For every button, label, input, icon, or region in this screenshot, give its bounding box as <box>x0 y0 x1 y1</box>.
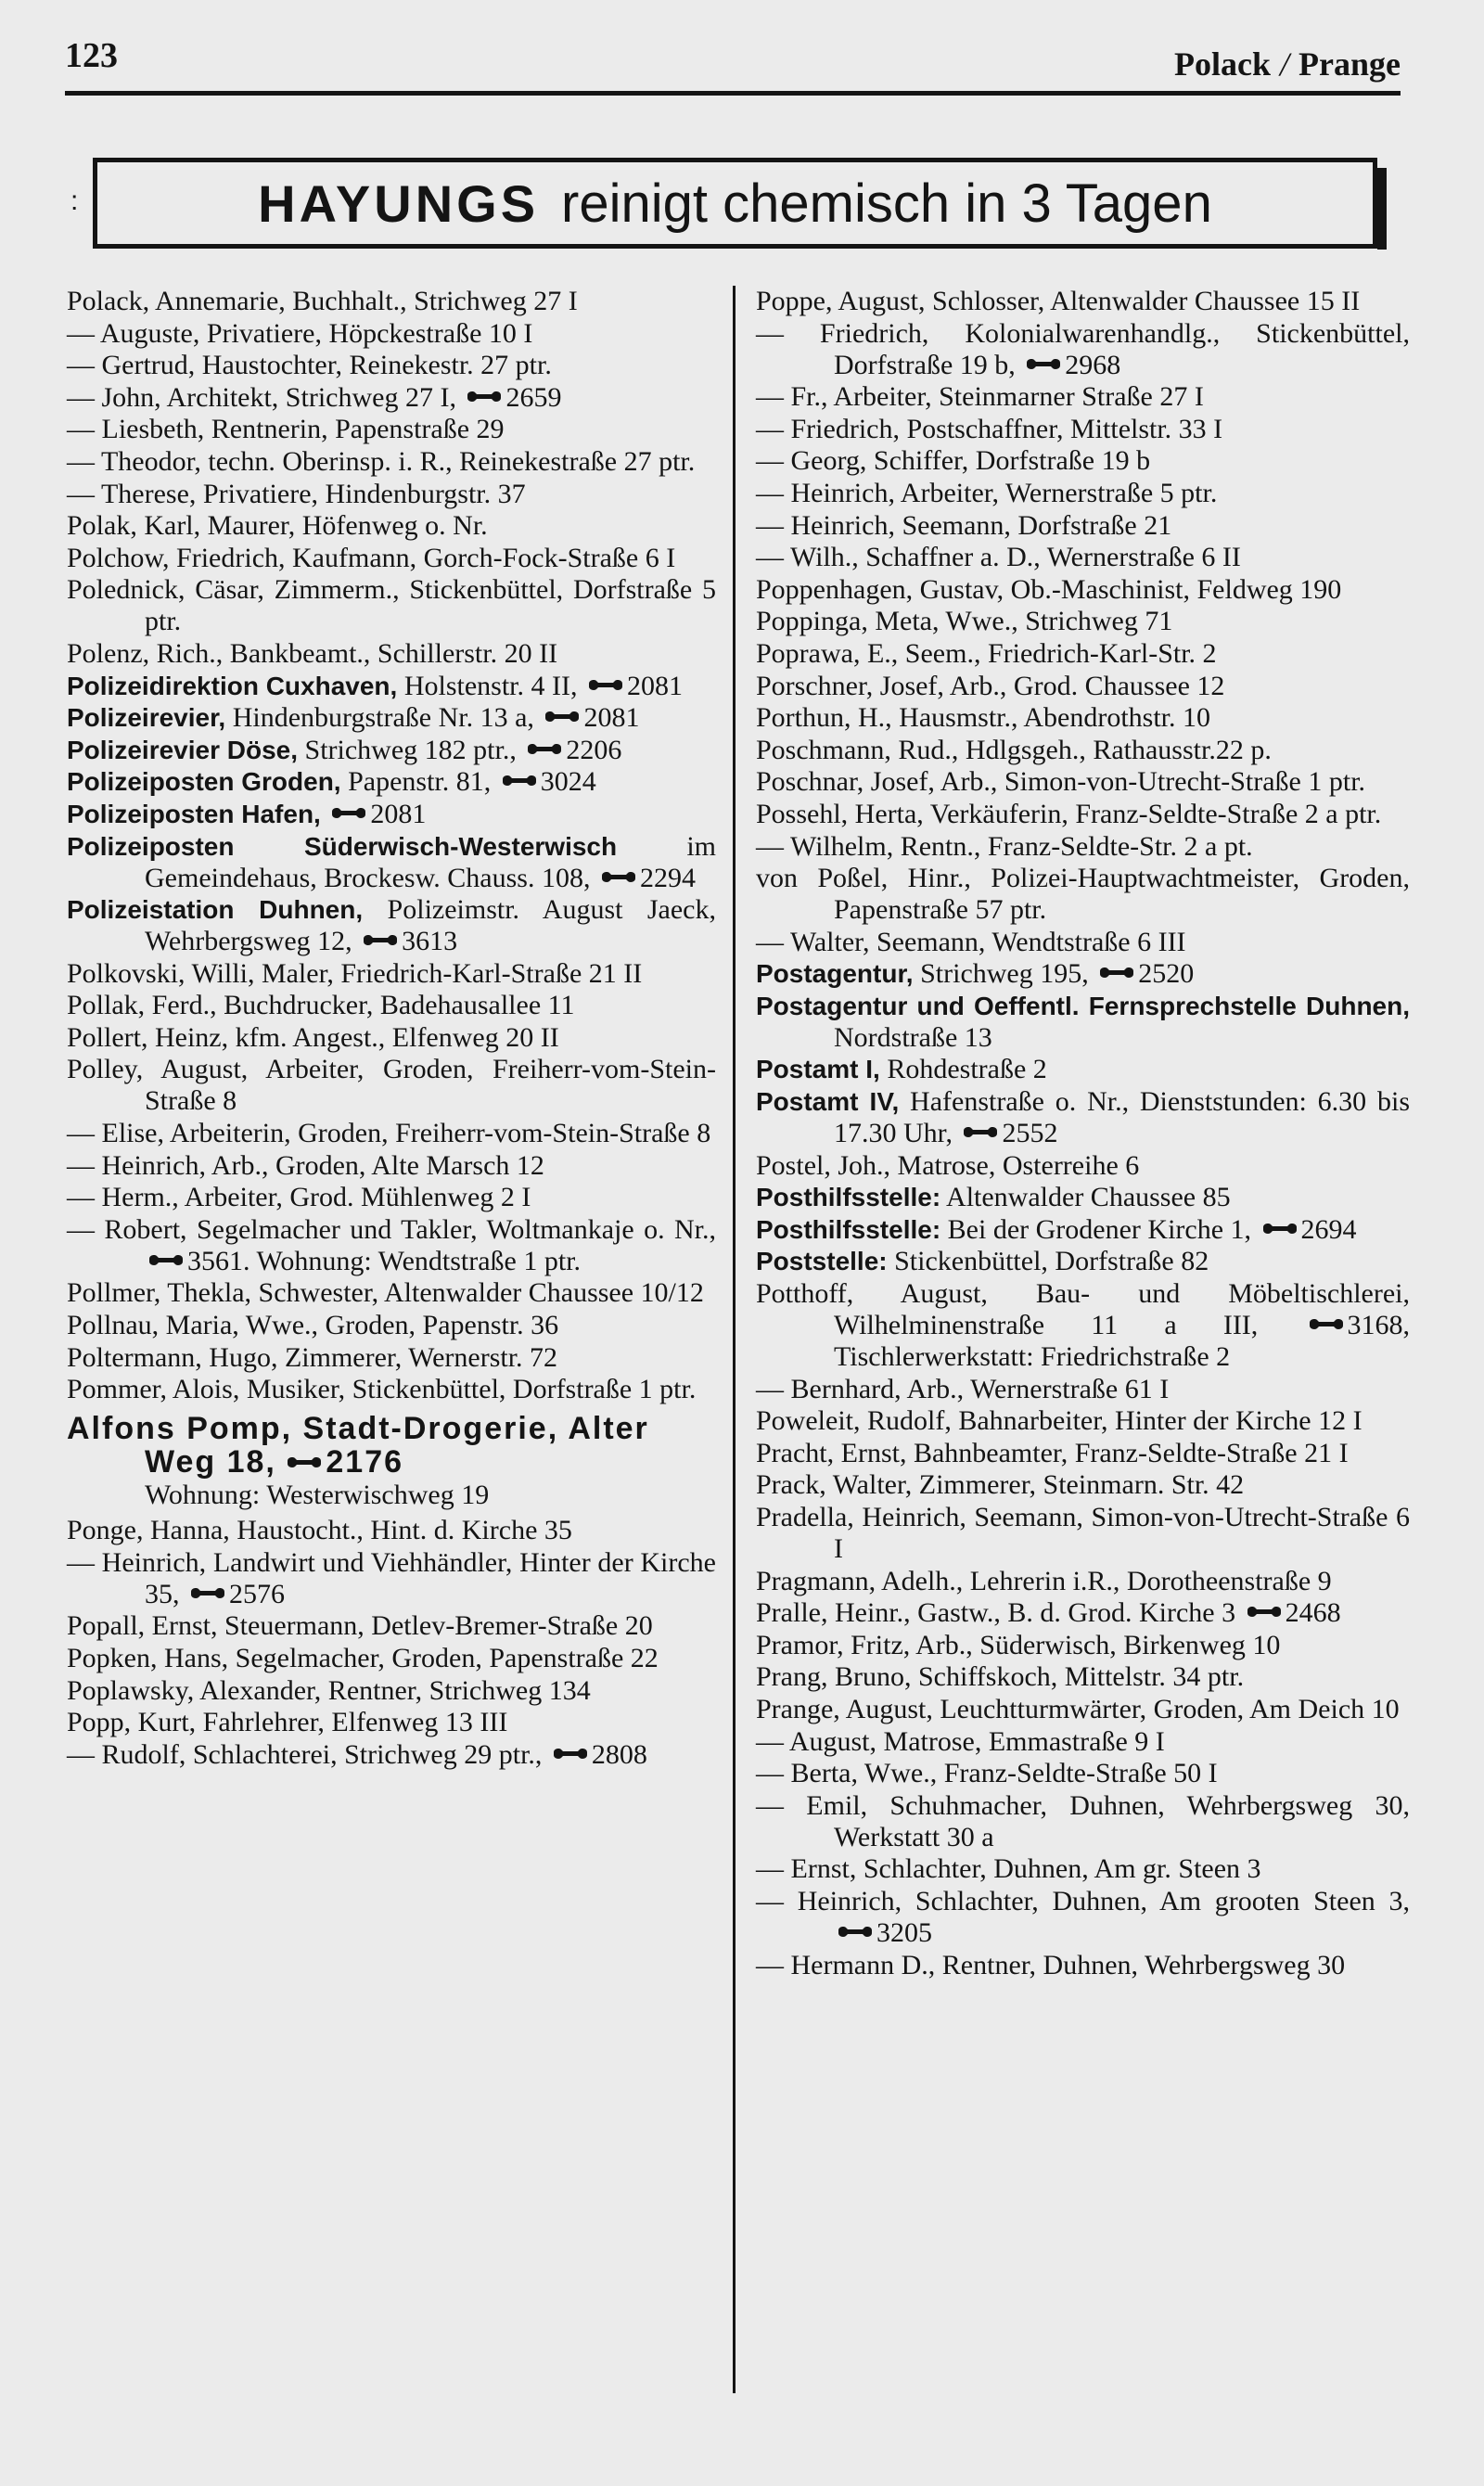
directory-entry <box>67 1707 716 1738</box>
directory-entry <box>756 414 1410 445</box>
directory-entry <box>67 831 716 894</box>
directory-entry <box>67 1547 716 1610</box>
entry-text: Poppinga, Meta, Wwe., Strichweg 71 <box>756 606 1173 637</box>
entry-text: Polak, Karl, Maurer, Höfenweg o. Nr. <box>67 510 488 542</box>
telephone-handset-icon <box>601 870 636 885</box>
directory-entry <box>756 799 1410 830</box>
entry-extra: Wohnung: Wendtstraße 1 ptr. <box>256 1245 582 1276</box>
entry-text: — Rudolf, Schlachterei, Strichweg 29 ptr., <box>67 1738 543 1770</box>
phone-number: 2808 <box>591 1738 647 1770</box>
directory-entry <box>756 1566 1410 1597</box>
entry-text: Prack, Walter, Zimmerer, Steinmarn. Str. 42 <box>756 1469 1245 1501</box>
entry-text: Pollmer, Thekla, Schwester, Altenwalder Chaussee 10/12 <box>67 1277 704 1309</box>
directory-entry <box>67 1610 716 1642</box>
directory-entry <box>756 927 1410 958</box>
entry-name: Polizeiposten Süderwisch-Westerwisch <box>67 831 618 861</box>
directory-entry <box>756 574 1410 606</box>
directory-entry <box>756 1405 1410 1437</box>
entry-text: — Walter, Seemann, Wendtstraße 6 III <box>756 926 1186 957</box>
directory-entry <box>67 702 716 734</box>
directory-entry <box>756 510 1410 542</box>
telephone-handset-icon <box>553 1747 588 1762</box>
entry-name: Polizeirevier, <box>67 703 226 733</box>
entry-text: Polley, August, Arbeiter, Groden, Freiherr-vom-Stein-Straße 8 <box>67 1054 716 1117</box>
entry-text: Pragmann, Adelh., Lehrerin i.R., Dorotheenstraße 9 <box>756 1565 1332 1596</box>
entry-text: Pommer, Alois, Musiker, Stickenbüttel, Dorfstraße 1 ptr. <box>67 1374 697 1405</box>
entry-text: Postel, Joh., Matrose, Osterreihe 6 <box>756 1149 1140 1181</box>
entry-text: — Friedrich, Postschaffner, Mittelstr. 33 I <box>756 413 1223 444</box>
entry-text: — Heinrich, Schlachter, Duhnen, Am grooten Steen 3, <box>756 1885 1410 1916</box>
entry-name: Polizeirevier Döse, <box>67 735 299 764</box>
directory-entry <box>756 1374 1410 1405</box>
phone-number: 2968 <box>1065 349 1121 380</box>
entry-text: — Robert, Segelmacher und Takler, Woltmankaje o. Nr., <box>67 1213 716 1245</box>
directory-entry <box>756 445 1410 477</box>
directory-entry <box>67 479 716 510</box>
directory-entry <box>756 638 1410 670</box>
entry-text: Possehl, Herta, Verkäuferin, Franz-Seldte-Straße 2 a ptr. <box>756 798 1382 829</box>
entry-text: Prang, Bruno, Schiffskoch, Mittelstr. 34 ptr. <box>756 1661 1245 1693</box>
entry-text: Poltermann, Hugo, Zimmerer, Wernerstr. 72 <box>67 1341 558 1373</box>
telephone-handset-icon <box>544 710 580 724</box>
phone-number: 3168, <box>1347 1310 1411 1341</box>
entry-text: Poschmann, Rud., Hdlgsgeh., Rathausstr.22 p. <box>756 734 1272 765</box>
telephone-handset-icon <box>363 933 398 948</box>
phone-number: 2576 <box>229 1578 285 1609</box>
directory-entry <box>756 1853 1410 1885</box>
entry-text: Hafenstraße o. Nr., Dienststunden: 6.30 bis 17.30 Uhr, <box>834 1086 1410 1149</box>
entry-text: Polchow, Friedrich, Kaufmann, Gorch-Fock-Straße 6 I <box>67 542 676 573</box>
entry-text: Poppe, August, Schlosser, Altenwalder Chaussee 15 II <box>756 286 1361 316</box>
directory-entry <box>756 1182 1410 1213</box>
running-head <box>1174 45 1401 83</box>
entry-text: Pollert, Heinz, kfm. Angest., Elfenweg 20 II <box>67 1021 559 1053</box>
entry-text: — Heinrich, Arbeiter, Wernerstraße 5 ptr. <box>756 477 1218 508</box>
phone-number: 2081 <box>370 798 427 829</box>
entry-text: Porthun, H., Hausmstr., Abendrothstr. 10 <box>756 702 1211 734</box>
directory-entry <box>67 990 716 1021</box>
entry-text: Strichweg 182 ptr., <box>304 734 517 765</box>
entry-name: Posthilfsstelle: <box>756 1183 941 1212</box>
telephone-handset-icon <box>1262 1222 1298 1237</box>
entry-text: Popall, Ernst, Steuermann, Detlev-Bremer-Straße 20 <box>67 1610 653 1642</box>
directory-entry <box>756 1054 1410 1085</box>
entry-text: — Gertrud, Haustochter, Reinekestr. 27 ptr. <box>67 350 552 381</box>
entry-text: — Wilhelm, Rentn., Franz-Seldte-Str. 2 a pt. <box>756 830 1253 862</box>
directory-entry <box>67 543 716 574</box>
directory-entry <box>756 478 1410 509</box>
directory-entry <box>67 414 716 445</box>
directory-entry <box>67 1054 716 1117</box>
left-column <box>67 286 716 1771</box>
entry-text: Popp, Kurt, Fahrlehrer, Elfenweg 13 III <box>67 1707 508 1738</box>
directory-entry <box>756 831 1410 863</box>
phone-number: 2081 <box>583 702 640 734</box>
entry-text: Pollnau, Maria, Wwe., Groden, Papenstr. 36 <box>67 1310 559 1341</box>
entry-name: Poststelle: <box>756 1247 888 1276</box>
entry-text: Polack, Annemarie, Buchhalt., Strichweg 27 I <box>67 286 578 316</box>
phone-number: 2520 <box>1138 958 1195 990</box>
directory-entry <box>67 1675 716 1707</box>
entry-text: von Poßel, Hinr., Polizei-Hauptwachtmeister, Groden, Papenstraße 57 ptr. <box>756 863 1410 926</box>
entry-name: Polizeistation Duhnen, <box>67 895 364 925</box>
directory-entry <box>67 799 716 830</box>
entry-text: — Fr., Arbeiter, Steinmarner Straße 27 I <box>756 381 1204 413</box>
entry-text: Poplawsky, Alexander, Rentner, Strichweg 134 <box>67 1674 591 1706</box>
entry-name: Polizeiposten Hafen, <box>67 799 321 828</box>
directory-entry <box>756 606 1410 637</box>
directory-entry <box>67 1118 716 1149</box>
directory-entry <box>756 1214 1410 1246</box>
entry-text: — Herm., Arbeiter, Grod. Mühlenweg 2 I <box>67 1182 531 1213</box>
directory-entry <box>67 958 716 990</box>
directory-entry <box>67 735 716 766</box>
directory-entry <box>756 286 1410 317</box>
phone-number: 3205 <box>876 1916 932 1948</box>
entry-text: Polenz, Rich., Bankbeamt., Schillerstr. 20 II <box>67 637 558 669</box>
directory-entry <box>67 1150 716 1182</box>
directory-entry <box>756 1597 1410 1629</box>
phone-number: 3613 <box>402 926 458 957</box>
directory-entry <box>67 574 716 637</box>
entry-text: Bei der Grodener Kirche 1, <box>947 1213 1252 1245</box>
directory-entry <box>756 863 1410 926</box>
entry-text: — Heinrich, Arb., Groden, Alte Marsch 12 <box>67 1149 544 1181</box>
entry-text: — Emil, Schuhmacher, Duhnen, Wehrbergsweg 30, Werkstatt 30 a <box>756 1789 1410 1852</box>
directory-entry <box>67 350 716 381</box>
advertisement-banner <box>93 158 1377 249</box>
entry-name: Posthilfsstelle: <box>756 1214 941 1244</box>
phone-number: 3024 <box>540 766 596 798</box>
telephone-handset-icon <box>1026 357 1061 372</box>
phone-number: 2659 <box>505 381 562 413</box>
entry-text: Ponge, Hanna, Haustocht., Hint. d. Kirche 35 <box>67 1515 572 1546</box>
directory-entry <box>756 1502 1410 1565</box>
phone-number: 2081 <box>626 670 683 701</box>
directory-entry <box>756 766 1410 798</box>
directory-entry <box>756 702 1410 734</box>
advertisement-brand: HAYUNGS <box>258 173 540 233</box>
phone-number: 2176 <box>326 1444 404 1480</box>
entry-text: — John, Architekt, Strichweg 27 I, <box>67 381 456 413</box>
entry-text: Popken, Hans, Segelmacher, Groden, Papenstraße 22 <box>67 1643 659 1673</box>
directory-entry <box>756 1630 1410 1661</box>
advertisement-slogan: reinigt chemisch in 3 Tagen <box>561 173 1212 234</box>
directory-entry <box>67 638 716 670</box>
telephone-handset-icon <box>588 678 623 693</box>
directory-entry <box>67 671 716 702</box>
entry-text: Pradella, Heinrich, Seemann, Simon-von-Utrecht-Straße 6 I <box>756 1502 1410 1564</box>
directory-entry <box>67 446 716 478</box>
phone-number: 2552 <box>1002 1118 1058 1149</box>
directory-entry <box>756 1950 1410 1981</box>
telephone-handset-icon <box>190 1586 225 1601</box>
directory-entry <box>756 318 1410 381</box>
entry-text: Hindenburgstraße Nr. 13 a, <box>232 702 534 734</box>
directory-entry <box>756 542 1410 573</box>
entry-text: — Georg, Schiffer, Dorfstraße 19 b <box>756 445 1151 477</box>
entry-text: — Wilh., Schaffner a. D., Wernerstraße 6 II <box>756 542 1241 573</box>
directory-entry <box>756 1469 1410 1501</box>
entry-name: Postamt IV, <box>756 1087 900 1117</box>
entry-text: — Heinrich, Landwirt und Viehhändler, Hinter der Kirche 35, <box>67 1546 716 1609</box>
entry-text: Holstenstr. 4 II, <box>403 670 578 701</box>
telephone-handset-icon <box>502 774 537 788</box>
telephone-handset-icon <box>331 806 366 821</box>
entry-text: Polizeimstr. August Jaeck, Wehrbergsweg 12, <box>145 894 716 957</box>
directory-entry <box>67 1515 716 1546</box>
advert-detail: Wohnung: Westerwischweg 19 <box>145 1480 490 1511</box>
telephone-handset-icon <box>963 1125 998 1140</box>
entry-text: Strichweg 195, <box>920 958 1089 990</box>
directory-entry <box>67 1342 716 1374</box>
phone-number: 2468 <box>1285 1597 1341 1629</box>
phone-number: 2694 <box>1300 1213 1357 1245</box>
entry-text: Papenstr. 81, <box>348 766 492 798</box>
directory-entry <box>756 991 1410 1054</box>
directory-entry <box>756 1758 1410 1789</box>
column-divider <box>733 286 736 2393</box>
phone-number: 2206 <box>566 734 622 765</box>
phone-number: 3561. <box>187 1245 250 1276</box>
entry-name: Polizeiposten Groden, <box>67 767 341 797</box>
entry-text: — August, Matrose, Emmastraße 9 I <box>756 1725 1165 1757</box>
entry-text: — Therese, Privatiere, Hindenburgstr. 37 <box>67 478 526 509</box>
directory-entry <box>67 1310 716 1341</box>
entry-text: Potthoff, August, Bau- und Möbeltischlerei, Wilhelminenstraße 11 a III, <box>756 1278 1410 1341</box>
entry-name: Postagentur und Oeffentl. Fernsprechstelle Duhnen, <box>756 991 1410 1020</box>
directory-entry <box>756 1438 1410 1469</box>
telephone-handset-icon <box>1099 966 1134 980</box>
directory-entry <box>67 382 716 414</box>
entry-text: Polkovski, Willi, Maler, Friedrich-Karl-Straße 21 II <box>67 957 643 989</box>
directory-entry <box>756 1246 1410 1277</box>
running-head-separator: / <box>1280 45 1290 83</box>
directory-entry <box>756 1790 1410 1853</box>
running-head-first-entry: Polack <box>1174 45 1272 83</box>
telephone-handset-icon <box>838 1925 873 1940</box>
directory-entry <box>756 1694 1410 1725</box>
advertisement-shadow <box>1377 168 1387 250</box>
directory-entry <box>67 318 716 350</box>
entry-name: Polizeidirektion Cuxhaven, <box>67 671 398 700</box>
entry-text: — Friedrich, Kolonialwarenhandlg., Stickenbüttel, Dorfstraße 19 b, <box>756 317 1410 380</box>
directory-entry <box>756 958 1410 990</box>
page-number: 123 <box>65 36 118 75</box>
directory-entry <box>756 381 1410 413</box>
entry-text: Rohdestraße 2 <box>887 1054 1047 1085</box>
entry-text: Polednick, Cäsar, Zimmerm., Stickenbüttel, Dorfstraße 5 ptr. <box>67 574 716 637</box>
entry-text: — Bernhard, Arb., Wernerstraße 61 I <box>756 1373 1170 1404</box>
telephone-handset-icon <box>467 390 502 404</box>
directory-entry <box>67 1643 716 1674</box>
entry-text: — Theodor, techn. Oberinsp. i. R., Reinekestraße 27 ptr. <box>67 445 696 477</box>
entry-text: Pramor, Fritz, Arb., Süderwisch, Birkenweg 10 <box>756 1629 1281 1660</box>
entry-text: Pollak, Ferd., Buchdrucker, Badehausallee 11 <box>67 990 575 1021</box>
directory-entry <box>67 510 716 542</box>
entry-text: Poppenhagen, Gustav, Ob.-Maschinist, Feldweg 190 <box>756 573 1342 605</box>
entry-name: Postamt I, <box>756 1055 880 1084</box>
entry-name: Postagentur, <box>756 959 914 989</box>
telephone-handset-icon <box>287 1455 322 1470</box>
right-column <box>756 286 1410 1981</box>
entry-text: Prange, August, Leuchtturmwärter, Groden, Am Deich 10 <box>756 1693 1400 1724</box>
directory-entry <box>756 1661 1410 1693</box>
telephone-handset-icon <box>527 742 562 757</box>
entry-text: — Heinrich, Seemann, Dorfstraße 21 <box>756 509 1172 541</box>
page-header <box>65 35 1401 96</box>
running-head-last-entry: Prange <box>1298 45 1401 83</box>
entry-text: — Ernst, Schlachter, Duhnen, Am gr. Steen 3 <box>756 1853 1261 1885</box>
directory-advert <box>67 1413 716 1511</box>
entry-text: im Gemeindehaus, Brockesw. Chauss. 108, <box>145 830 716 893</box>
directory-entry <box>756 1726 1410 1758</box>
directory-entry <box>756 1086 1410 1149</box>
directory-entry <box>756 671 1410 702</box>
entry-text: Pralle, Heinr., Gastw., B. d. Grod. Kirche 3 <box>756 1597 1236 1629</box>
entry-text: — Liesbeth, Rentnerin, Papenstraße 29 <box>67 414 505 445</box>
telephone-handset-icon <box>1309 1317 1344 1332</box>
directory-entry <box>67 1277 716 1309</box>
directory-entry <box>67 766 716 798</box>
entry-extra: Tischlerwerkstatt: Friedrichstraße 2 <box>834 1341 1231 1373</box>
directory-entry <box>756 1886 1410 1949</box>
entry-text: Poschnar, Josef, Arb., Simon-von-Utrecht-Straße 1 ptr. <box>756 766 1366 798</box>
telephone-handset-icon <box>148 1253 184 1268</box>
directory-entry <box>67 1022 716 1054</box>
directory-entry <box>67 1739 716 1771</box>
entry-text: Poweleit, Rudolf, Bahnarbeiter, Hinter der Kirche 12 I <box>756 1405 1362 1437</box>
entry-text: Altenwalder Chaussee 85 <box>946 1182 1231 1213</box>
entry-text: — Berta, Wwe., Franz-Seldte-Straße 50 I <box>756 1758 1218 1789</box>
telephone-handset-icon <box>1247 1605 1282 1620</box>
directory-entry <box>67 286 716 317</box>
advert-name: Alfons Pomp, Stadt-Drogerie, Alter Weg 18, <box>67 1411 649 1480</box>
entry-text: — Hermann D., Rentner, Duhnen, Wehrbergsweg 30 <box>756 1949 1346 1980</box>
directory-entry <box>67 1182 716 1213</box>
directory-entry <box>67 1214 716 1277</box>
directory-entry <box>67 894 716 957</box>
directory-entry <box>756 1150 1410 1182</box>
entry-text: Poprawa, E., Seem., Friedrich-Karl-Str. 2 <box>756 637 1217 669</box>
entry-text: Pracht, Ernst, Bahnbeamter, Franz-Seldte-Straße 21 I <box>756 1437 1349 1468</box>
entry-text: — Auguste, Privatiere, Höpckestraße 10 I <box>67 317 533 349</box>
advertisement-mark: : <box>70 186 79 216</box>
phone-number: 2294 <box>639 862 696 893</box>
entry-text: Nordstraße 13 <box>834 1021 992 1053</box>
directory-entry <box>67 1374 716 1405</box>
entry-text: Porschner, Josef, Arb., Grod. Chaussee 12 <box>756 670 1225 701</box>
entry-text: Stickenbüttel, Dorfstraße 82 <box>894 1246 1209 1277</box>
directory-entry <box>756 735 1410 766</box>
directory-entry <box>756 1278 1410 1373</box>
entry-text: — Elise, Arbeiterin, Groden, Freiherr-vom-Stein-Straße 8 <box>67 1118 711 1149</box>
